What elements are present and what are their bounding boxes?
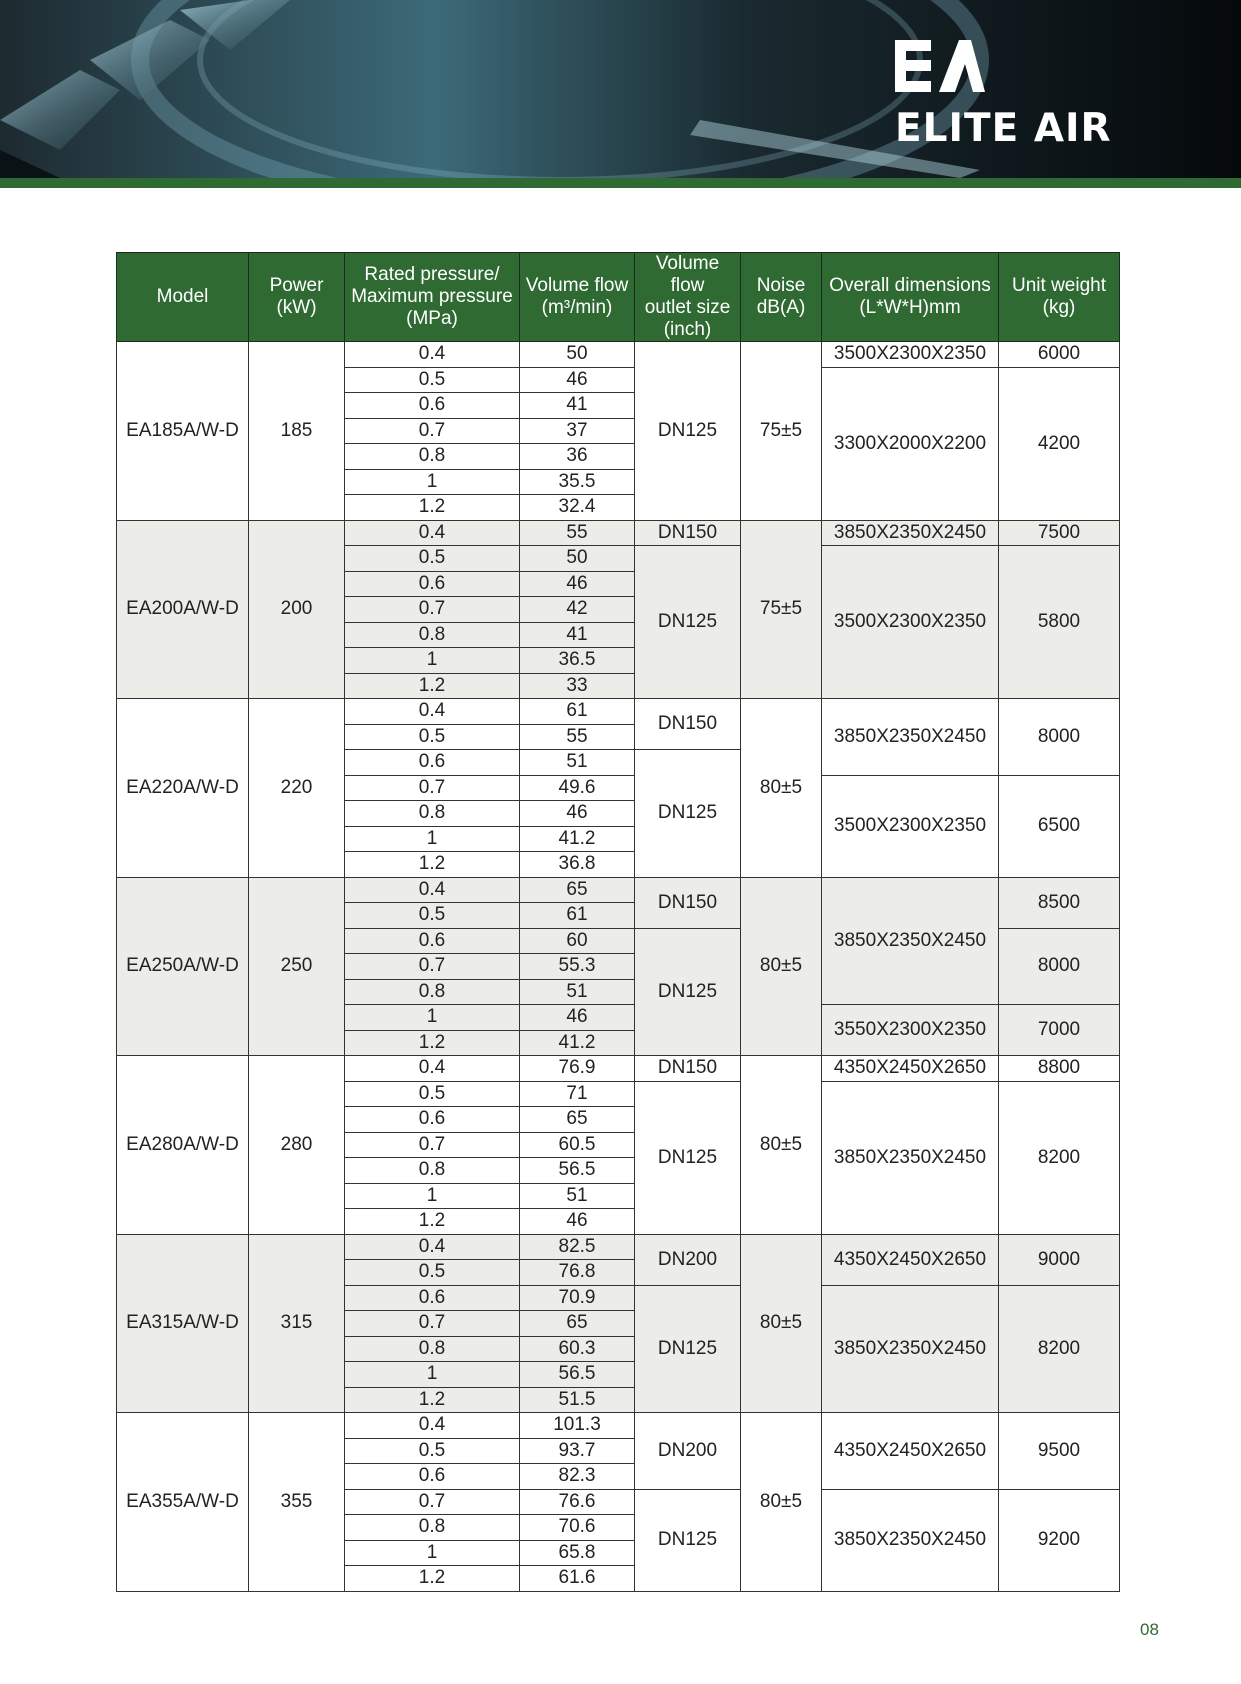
outlet-size-cell: DN125: [635, 1489, 741, 1591]
pressure-cell: 0.6: [345, 1285, 520, 1311]
header-power: [249, 253, 345, 342]
outlet-size-cell: DN125: [635, 1285, 741, 1413]
header-model: [117, 253, 249, 342]
header-pressure: [345, 253, 520, 342]
power-cell: 315: [249, 1234, 345, 1413]
pressure-cell: 0.5: [345, 546, 520, 572]
header-outlet-size-line: Volume flow: [655, 253, 720, 296]
pressure-cell: 0.4: [345, 1413, 520, 1439]
dimensions-cell: 3850X2350X2450: [822, 520, 999, 546]
pressure-cell: 0.4: [345, 342, 520, 368]
dimensions-cell: 4350X2450X2650: [822, 1413, 999, 1490]
header-power-line: Power: [269, 275, 324, 296]
volume-flow-cell: 33: [520, 673, 635, 699]
dimensions-cell: 3850X2350X2450: [822, 699, 999, 776]
pressure-cell: 0.6: [345, 750, 520, 776]
pressure-cell: 0.5: [345, 1260, 520, 1286]
pressure-cell: 0.6: [345, 393, 520, 419]
pressure-cell: 0.7: [345, 954, 520, 980]
noise-cell: 80±5: [741, 699, 822, 878]
header-volume-flow: [520, 253, 635, 342]
volume-flow-cell: 50: [520, 342, 635, 368]
outlet-size-cell: DN150: [635, 699, 741, 750]
table-header: [117, 253, 1120, 342]
pressure-cell: 0.4: [345, 1234, 520, 1260]
volume-flow-cell: 60: [520, 928, 635, 954]
outlet-size-cell: DN200: [635, 1234, 741, 1285]
noise-cell: 80±5: [741, 1056, 822, 1235]
model-cell: EA280A/W-D: [117, 1056, 249, 1235]
pressure-cell: 1: [345, 648, 520, 674]
outlet-size-cell: DN125: [635, 750, 741, 878]
volume-flow-cell: 76.8: [520, 1260, 635, 1286]
volume-flow-cell: 60.3: [520, 1336, 635, 1362]
pressure-cell: 1: [345, 469, 520, 495]
dimensions-cell: 4350X2450X2650: [822, 1234, 999, 1285]
dimensions-cell: 4350X2450X2650: [822, 1056, 999, 1082]
table-row: [117, 1056, 1120, 1082]
weight-cell: 9000: [999, 1234, 1120, 1285]
table-row: [117, 1413, 1120, 1439]
header-outlet-size: [635, 253, 741, 342]
volume-flow-cell: 35.5: [520, 469, 635, 495]
weight-cell: 8000: [999, 699, 1120, 776]
volume-flow-cell: 61: [520, 903, 635, 929]
pressure-cell: 0.5: [345, 367, 520, 393]
model-cell: EA220A/W-D: [117, 699, 249, 878]
model-group: [117, 1234, 1120, 1413]
volume-flow-cell: 46: [520, 1209, 635, 1235]
volume-flow-cell: 56.5: [520, 1362, 635, 1388]
pressure-cell: 0.4: [345, 699, 520, 725]
model-cell: EA185A/W-D: [117, 342, 249, 521]
power-cell: 220: [249, 699, 345, 878]
dimensions-cell: 3850X2350X2450: [822, 1285, 999, 1413]
pressure-cell: 0.7: [345, 1311, 520, 1337]
weight-cell: 8200: [999, 1081, 1120, 1234]
volume-flow-cell: 46: [520, 801, 635, 827]
weight-cell: 7500: [999, 520, 1120, 546]
specifications-table: [116, 252, 1120, 1592]
model-group: [117, 1413, 1120, 1592]
volume-flow-cell: 70.9: [520, 1285, 635, 1311]
pressure-cell: 0.5: [345, 903, 520, 929]
model-cell: EA250A/W-D: [117, 877, 249, 1056]
weight-cell: 4200: [999, 367, 1120, 520]
volume-flow-cell: 41.2: [520, 826, 635, 852]
header-outlet-size-line: outlet size: [644, 297, 731, 318]
noise-cell: 80±5: [741, 1234, 822, 1413]
outlet-size-cell: DN125: [635, 928, 741, 1056]
pressure-cell: 0.8: [345, 622, 520, 648]
volume-flow-cell: 65: [520, 877, 635, 903]
pressure-cell: 0.7: [345, 1132, 520, 1158]
model-group: [117, 699, 1120, 878]
pressure-cell: 1: [345, 826, 520, 852]
header-noise-line: dB(A): [756, 297, 806, 318]
volume-flow-cell: 61.6: [520, 1566, 635, 1592]
power-cell: 250: [249, 877, 345, 1056]
volume-flow-cell: 41.2: [520, 1030, 635, 1056]
outlet-size-cell: DN200: [635, 1413, 741, 1490]
model-cell: EA355A/W-D: [117, 1413, 249, 1592]
weight-cell: 7000: [999, 1005, 1120, 1056]
pressure-cell: 0.6: [345, 1107, 520, 1133]
volume-flow-cell: 41: [520, 622, 635, 648]
pressure-cell: 0.8: [345, 444, 520, 470]
model-group: [117, 1056, 1120, 1235]
table-row: [117, 342, 1120, 368]
volume-flow-cell: 65.8: [520, 1540, 635, 1566]
header-weight: [999, 253, 1120, 342]
volume-flow-cell: 51: [520, 979, 635, 1005]
pressure-cell: 1: [345, 1540, 520, 1566]
dimensions-cell: 3500X2300X2350: [822, 775, 999, 877]
pressure-cell: 1.2: [345, 673, 520, 699]
table-row: [117, 877, 1120, 903]
pressure-cell: 0.5: [345, 1438, 520, 1464]
volume-flow-cell: 50: [520, 546, 635, 572]
weight-cell: 6500: [999, 775, 1120, 877]
weight-cell: 8800: [999, 1056, 1120, 1082]
pressure-cell: 1.2: [345, 852, 520, 878]
volume-flow-cell: 70.6: [520, 1515, 635, 1541]
volume-flow-cell: 51.5: [520, 1387, 635, 1413]
table-row: [117, 1234, 1120, 1260]
pressure-cell: 0.8: [345, 1336, 520, 1362]
volume-flow-cell: 76.9: [520, 1056, 635, 1082]
volume-flow-cell: 55: [520, 724, 635, 750]
volume-flow-cell: 42: [520, 597, 635, 623]
pressure-cell: 0.6: [345, 1464, 520, 1490]
header-noise-line: Noise: [756, 275, 806, 296]
volume-flow-cell: 41: [520, 393, 635, 419]
volume-flow-cell: 36.8: [520, 852, 635, 878]
outlet-size-cell: DN125: [635, 1081, 741, 1234]
header-model-line: Model: [156, 286, 209, 307]
header-pressure-line: Rated pressure/: [364, 264, 500, 285]
volume-flow-cell: 46: [520, 571, 635, 597]
volume-flow-cell: 61: [520, 699, 635, 725]
volume-flow-cell: 32.4: [520, 495, 635, 521]
dimensions-cell: 3550X2300X2350: [822, 1005, 999, 1056]
dimensions-cell: 3300X2000X2200: [822, 367, 999, 520]
header-outlet-size-line: (inch): [663, 319, 712, 340]
volume-flow-cell: 49.6: [520, 775, 635, 801]
weight-cell: 9500: [999, 1413, 1120, 1490]
outlet-size-cell: DN125: [635, 342, 741, 521]
pressure-cell: 1: [345, 1005, 520, 1031]
model-group: [117, 520, 1120, 699]
pressure-cell: 0.4: [345, 877, 520, 903]
volume-flow-cell: 93.7: [520, 1438, 635, 1464]
weight-cell: 9200: [999, 1489, 1120, 1591]
pressure-cell: 1: [345, 1183, 520, 1209]
outlet-size-cell: DN125: [635, 546, 741, 699]
weight-cell: 6000: [999, 342, 1120, 368]
header-weight-line: (kg): [1042, 297, 1076, 318]
model-cell: EA200A/W-D: [117, 520, 249, 699]
header-weight-line: Unit weight: [1012, 275, 1106, 296]
pressure-cell: 1.2: [345, 1209, 520, 1235]
pressure-cell: 0.7: [345, 775, 520, 801]
volume-flow-cell: 55.3: [520, 954, 635, 980]
pressure-cell: 0.6: [345, 928, 520, 954]
header-accent-bar: [0, 178, 1241, 188]
dimensions-cell: 3850X2350X2450: [822, 877, 999, 1005]
pressure-cell: 1.2: [345, 495, 520, 521]
header-row: [117, 253, 1120, 342]
pressure-cell: 0.6: [345, 571, 520, 597]
volume-flow-cell: 51: [520, 750, 635, 776]
header-pressure-line: (MPa): [406, 308, 458, 329]
pressure-cell: 1.2: [345, 1030, 520, 1056]
pressure-cell: 0.8: [345, 801, 520, 827]
pressure-cell: 0.8: [345, 979, 520, 1005]
pressure-cell: 0.8: [345, 1515, 520, 1541]
model-cell: EA315A/W-D: [117, 1234, 249, 1413]
dimensions-cell: 3850X2350X2450: [822, 1081, 999, 1234]
noise-cell: 80±5: [741, 1413, 822, 1592]
volume-flow-cell: 51: [520, 1183, 635, 1209]
header-noise: [741, 253, 822, 342]
weight-cell: 8000: [999, 928, 1120, 1005]
dimensions-cell: 3850X2350X2450: [822, 1489, 999, 1591]
pressure-cell: 0.5: [345, 724, 520, 750]
power-cell: 200: [249, 520, 345, 699]
pressure-cell: 0.4: [345, 520, 520, 546]
pressure-cell: 0.4: [345, 1056, 520, 1082]
pressure-cell: 1: [345, 1362, 520, 1388]
volume-flow-cell: 56.5: [520, 1158, 635, 1184]
table-row: [117, 699, 1120, 725]
pressure-cell: 0.7: [345, 1489, 520, 1515]
header-dimensions: [822, 253, 999, 342]
weight-cell: 8200: [999, 1285, 1120, 1413]
pressure-cell: 0.7: [345, 418, 520, 444]
table-row: [117, 520, 1120, 546]
ea-logo-mark: [895, 40, 985, 92]
model-group: [117, 877, 1120, 1056]
pressure-cell: 0.5: [345, 1081, 520, 1107]
volume-flow-cell: 82.3: [520, 1464, 635, 1490]
model-group: [117, 342, 1120, 521]
elite-air-logo: [895, 40, 1125, 150]
weight-cell: 5800: [999, 546, 1120, 699]
pressure-cell: 1.2: [345, 1387, 520, 1413]
power-cell: 355: [249, 1413, 345, 1592]
pressure-cell: 0.7: [345, 597, 520, 623]
header-volume-flow-line: (m³/min): [541, 297, 613, 318]
page-number: 08: [1140, 1620, 1159, 1639]
header-dimensions-line: Overall dimensions: [829, 275, 991, 296]
header-dimensions-line: (L*W*H)mm: [859, 297, 961, 318]
outlet-size-cell: DN150: [635, 877, 741, 928]
header-pressure-line: Maximum pressure: [351, 286, 513, 307]
power-cell: 185: [249, 342, 345, 521]
weight-cell: 8500: [999, 877, 1120, 928]
volume-flow-cell: 82.5: [520, 1234, 635, 1260]
volume-flow-cell: 76.6: [520, 1489, 635, 1515]
volume-flow-cell: 36: [520, 444, 635, 470]
noise-cell: 80±5: [741, 877, 822, 1056]
outlet-size-cell: DN150: [635, 1056, 741, 1082]
pressure-cell: 1.2: [345, 1566, 520, 1592]
volume-flow-cell: 60.5: [520, 1132, 635, 1158]
volume-flow-cell: 37: [520, 418, 635, 444]
volume-flow-cell: 65: [520, 1107, 635, 1133]
dimensions-cell: 3500X2300X2350: [822, 546, 999, 699]
power-cell: 280: [249, 1056, 345, 1235]
dimensions-cell: 3500X2300X2350: [822, 342, 999, 368]
volume-flow-cell: 101.3: [520, 1413, 635, 1439]
noise-cell: 75±5: [741, 520, 822, 699]
volume-flow-cell: 36.5: [520, 648, 635, 674]
volume-flow-cell: 71: [520, 1081, 635, 1107]
outlet-size-cell: DN150: [635, 520, 741, 546]
volume-flow-cell: 46: [520, 1005, 635, 1031]
volume-flow-cell: 46: [520, 367, 635, 393]
pressure-cell: 0.8: [345, 1158, 520, 1184]
header-power-line: (kW): [276, 297, 317, 318]
volume-flow-cell: 55: [520, 520, 635, 546]
noise-cell: 75±5: [741, 342, 822, 521]
logo-wordmark: ELITE AIR: [895, 106, 1112, 151]
volume-flow-cell: 65: [520, 1311, 635, 1337]
header-volume-flow-line: Volume flow: [525, 275, 629, 296]
header-banner: [0, 0, 1241, 178]
